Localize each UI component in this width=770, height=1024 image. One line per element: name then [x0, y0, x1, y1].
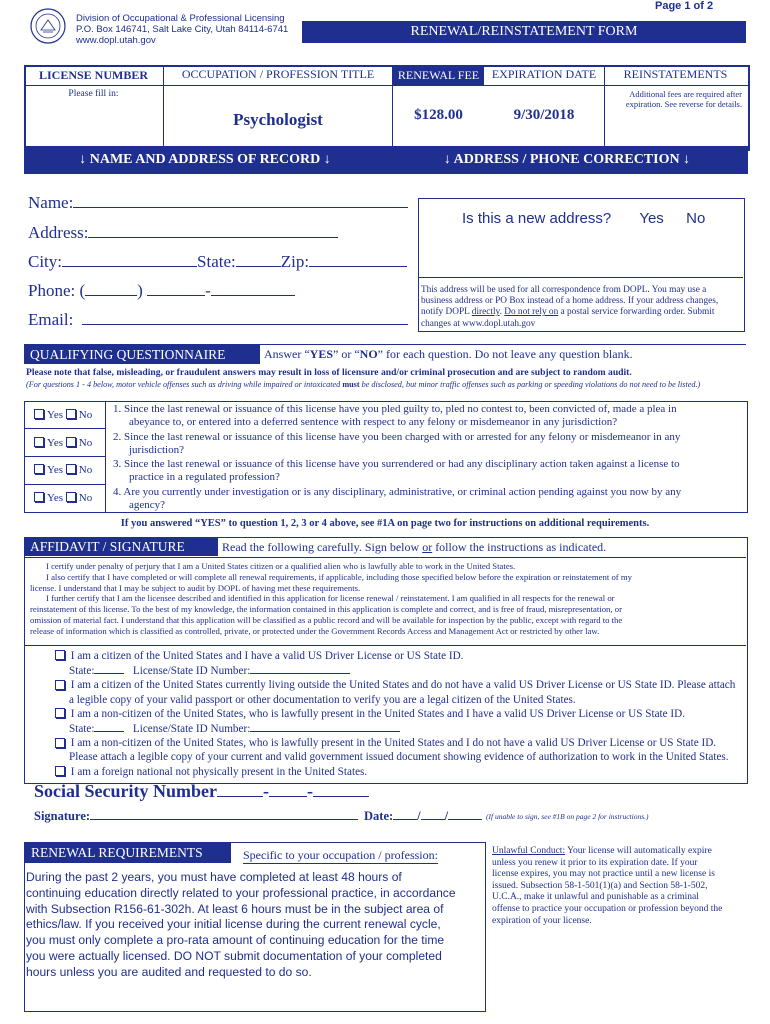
option-3-id-input[interactable] [250, 721, 400, 732]
unable-to-sign-note: (If unable to sign, see #1B on page 2 for instructions.) [486, 812, 649, 821]
email-input[interactable] [82, 310, 408, 325]
city-row [28, 252, 407, 272]
option-text: I am a foreign national not physically present in the United States. [70, 765, 368, 778]
ssn-part-3[interactable] [313, 782, 369, 797]
option-text: I am a non-citizen of the United States, who is lawfully present in the United States and I have a valid US Driver License or US State ID. [70, 707, 686, 720]
correction-note-text: This address will be used for all correspondence from DOPL. You may use a business address or PO Box instead of a home address. If your address changes, notify DOPL [421, 285, 719, 318]
questionnaire-instructions [264, 347, 633, 362]
no-label: No [78, 409, 93, 421]
option-1-id-input[interactable] [250, 663, 350, 674]
question-text: 4. Are you currently under investigation or is any disciplinary, administrative, or criminal action pending against you now by any [113, 486, 682, 498]
new-address-no[interactable]: No [686, 210, 706, 227]
question-text: 2. Since the last renewal or issuance of this license have you been charged with or arrested for any felony or misdemeanor in any [113, 431, 681, 443]
option-text: I am a citizen of the United States currently living outside the United States and do not have a valid US Driver License or US State ID. Please attach [70, 679, 736, 692]
questionnaire-title: QUALIFYING QUESTIONNAIRE [24, 345, 260, 364]
no-label: No [78, 464, 93, 476]
option-2 [55, 678, 745, 692]
option-text: Please attach a legible copy of your current and valid government issued document showing evidence of authorization to work in the United States. [69, 751, 729, 764]
affidavit-divider [24, 557, 746, 558]
affidavit-line: license. I understand that I may be subject to audit by DOPL of having met these requirements. [30, 582, 361, 593]
phone-area-input[interactable] [85, 281, 137, 296]
license-table-header-line [24, 85, 748, 86]
date-slash: / [444, 809, 449, 823]
renewal-specific-label: Specific to your occupation / profession: [243, 848, 438, 862]
page-number: Page 1 of 2 [655, 0, 714, 12]
question-1 [113, 403, 743, 429]
question-3 [113, 458, 743, 484]
occupation-header: OCCUPATION / PROFESSION TITLE [181, 67, 375, 81]
option-5-checkbox[interactable] [55, 766, 65, 776]
renewal-body [26, 870, 482, 981]
affidavit-line: I also certify that I have completed or will complete all renewal requirements, if applicable, including those specified below before the expiration or reinstatement of my [46, 571, 632, 582]
q1-no-checkbox[interactable] [66, 409, 76, 419]
address-input[interactable] [88, 223, 338, 238]
unlawful-line: Your license will automatically expire [565, 846, 712, 856]
affidavit-line: omission of material fact. I understand that this application will be classified as a public record and will be available for inspection by the public, except with regard to the [30, 614, 623, 625]
correction-note [421, 285, 739, 330]
yn-divider [24, 484, 106, 485]
note-text: (For questions 1 - 4 below, motor vehicle offenses such as driving while impaired or intoxicated [26, 380, 343, 389]
q1-yes-checkbox[interactable] [34, 409, 44, 419]
renewal-line: you were actually licensed. DO NOT submit documentation of your completed [26, 948, 442, 963]
affidavit-instr-or: or [422, 540, 433, 554]
renewal-title: RENEWAL REQUIREMENTS [25, 843, 231, 863]
agency-address: P.O. Box 146741, Salt Lake City, Utah 84114-6741 [76, 24, 289, 35]
affidavit-instr-text: Read the following carefully. Sign below [222, 540, 423, 554]
reinstatement-note: Additional fees are required after expiration. See reverse for details. [625, 89, 742, 109]
ssn-row: Social Security Number - - [34, 781, 369, 802]
unlawful-line: issued. Subsection 58-1-501(1)(a) and Section 58-1-502, [492, 880, 708, 891]
license-number-header: LICENSE NUMBER [38, 68, 149, 82]
date-year-input[interactable] [448, 808, 482, 820]
agency-division: Division of Occupational & Professional Licensing [76, 13, 285, 24]
option-text: a legible copy of your valid passport or other documentation to verify you are a legal citizen of the United States. [69, 693, 576, 706]
questionnaire-warning: Please note that false, misleading, or fraudulent answers may result in loss of licensure and/or criminal prosecution and are subject to random audit. [26, 367, 632, 378]
license-id-label: License/State ID Number: [132, 665, 251, 678]
affidavit-line: I certify under penalty of perjury that I am a United States citizen or a qualified alien who is lawfully able to work in the United States. [46, 561, 516, 571]
q4-yes-no [34, 492, 92, 504]
name-input[interactable] [73, 193, 408, 208]
renewal-line: hours unless you are audited and requested to do so. [26, 964, 312, 979]
renewal-line: ethics/law. If you received your initial license during the current renewal cycle, [26, 917, 441, 932]
new-address-yes[interactable]: Yes [639, 210, 664, 227]
address-label: Address: [28, 223, 89, 242]
phone-label: Phone: ( [28, 281, 86, 300]
option-3-checkbox[interactable] [55, 708, 65, 718]
correction-divider [418, 277, 743, 278]
ssn-label: Social Security Number [34, 781, 217, 801]
question-4 [113, 486, 743, 512]
instr-yes: YES [309, 347, 333, 361]
renewal-fee-value: $128.00 [414, 107, 463, 123]
date-slash: / [417, 809, 421, 823]
occupation-value: Psychologist [233, 110, 323, 129]
option-3 [55, 707, 745, 721]
yes-label: Yes [47, 409, 64, 421]
new-address-label: Is this a new address? [462, 210, 612, 227]
correction-note-not-rely: Do not rely on [504, 307, 559, 318]
question-text: practice in a regulated profession? [129, 471, 280, 483]
form-title: RENEWAL/REINSTATEMENT FORM [302, 21, 746, 43]
q2-yes-no [34, 437, 92, 449]
license-number-field[interactable] [34, 104, 154, 142]
phone-paren: ) [137, 281, 143, 300]
question-text: 3. Since the last renewal or issuance of this license have you surrendered or had any disciplinary action taken against a license to [113, 458, 680, 470]
date-row [364, 808, 482, 824]
no-label: No [78, 437, 93, 449]
new-address-question [462, 210, 705, 227]
date-day-input[interactable] [421, 808, 445, 820]
unlawful-label: Unlawful Conduct: [492, 846, 566, 856]
state-label: State: [69, 665, 95, 678]
renewal-line: with Subsection R156-61-302h. At least 6 hours must be in the subject area of [26, 901, 444, 916]
instr-text: ” for each question. Do not leave any question blank. [377, 347, 633, 361]
question-text: 1. Since the last renewal or issuance of this license have you pled guilty to, pled no contest to, been convicted of, made a plea in [113, 403, 677, 415]
city-input[interactable] [62, 252, 197, 267]
affidavit-title: AFFIDAVIT / SIGNATURE [24, 538, 218, 556]
email-label: Email: [28, 310, 74, 329]
phone-row [28, 281, 295, 301]
yn-divider [24, 428, 106, 429]
instr-no: NO [359, 347, 378, 361]
renewal-line: you must only complete a pro-rata amount of continuing education for the time [26, 933, 445, 948]
affidavit-line: release of information which is classified as controlled, private, or protected under the Government Records Access and Management Act or restricted by other law. [30, 625, 600, 636]
signature-row [34, 808, 358, 824]
state-label: State: [69, 723, 95, 736]
no-label: No [78, 492, 93, 504]
questionnaire-followup: If you answered “YES” to question 1, 2, 3 or 4 above, see #1A on page two for instructions on additional requirements. [120, 518, 650, 529]
name-row [28, 193, 408, 213]
instr-text: Answer “ [264, 347, 310, 361]
renewal-line: continuing education directly related to your professional practice, in accordance [26, 885, 456, 900]
unlawful-line: license expires, you may not practice until a new license is [492, 869, 715, 880]
state-seal-logo [30, 8, 66, 44]
name-label: Name: [28, 193, 74, 212]
date-label: Date: [364, 809, 394, 823]
yes-label: Yes [47, 492, 64, 504]
affidavit-text [30, 561, 742, 637]
q3-no-checkbox[interactable] [66, 464, 76, 474]
zip-label: Zip: [280, 252, 310, 271]
q2-yes-checkbox[interactable] [34, 437, 44, 447]
question-2 [113, 431, 743, 457]
citizenship-options [55, 649, 745, 779]
correction-note-directly: directly [471, 307, 500, 318]
question-table-divider [105, 401, 106, 513]
reinstatements-header: REINSTATEMENTS [623, 67, 728, 81]
date-month-input[interactable] [393, 808, 417, 820]
affidavit-options-divider [24, 645, 746, 646]
unlawful-line: unless you renew it prior to its expiration date. If your [492, 857, 698, 868]
record-header-right: ↓ ADDRESS / PHONE CORRECTION ↓ [386, 146, 748, 174]
renewal-line: During the past 2 years, you must have completed at least 48 hours of [26, 870, 402, 884]
correction-note-text: a postal service forwarding order. Submit changes at www.dopl.utah.gov [421, 307, 715, 329]
license-id-label: License/State ID Number: [132, 723, 251, 736]
q4-no-checkbox[interactable] [66, 492, 76, 502]
q1-yes-no [34, 409, 92, 421]
signature-input[interactable] [90, 808, 358, 820]
unlawful-conduct [492, 846, 744, 927]
record-header-left: ↓ NAME AND ADDRESS OF RECORD ↓ [24, 146, 386, 174]
city-label: City: [28, 252, 63, 271]
option-4-checkbox[interactable] [55, 738, 65, 748]
renewal-fee-header: RENEWAL FEE [393, 66, 484, 85]
questionnaire-note [26, 380, 746, 390]
yes-label: Yes [47, 437, 64, 449]
email-row [28, 310, 408, 330]
affidavit-instr-text: follow the instructions as indicated. [432, 540, 607, 554]
yes-label: Yes [47, 464, 64, 476]
option-1-state-input[interactable] [94, 663, 124, 674]
yn-divider [24, 456, 106, 457]
option-4 [55, 736, 745, 750]
option-1-checkbox[interactable] [55, 650, 65, 660]
question-text: abeyance to, or entered into a deferred sentence with respect to any felony or misdemeanor in any jurisdiction? [129, 416, 618, 428]
phone-prefix-input[interactable] [147, 281, 205, 296]
note-must: must [342, 380, 360, 389]
state-input[interactable] [236, 252, 281, 267]
unlawful-line: offense to practice your occupation or profession beyond the [492, 903, 723, 914]
expiration-date-header: EXPIRATION DATE [491, 67, 597, 81]
option-5 [55, 765, 745, 779]
unlawful-line: expiration of your license. [492, 915, 592, 926]
phone-line-input[interactable] [211, 281, 295, 296]
expiration-date-value: 9/30/2018 [513, 107, 575, 123]
instr-text: ” or “ [333, 347, 360, 361]
q4-yes-checkbox[interactable] [34, 492, 44, 502]
agency-website[interactable]: www.dopl.utah.gov [76, 35, 156, 46]
option-1 [55, 649, 745, 663]
ssn-part-2[interactable] [269, 782, 307, 797]
affidavit-line: reinstatement of this license. To the best of my knowledge, the information contained in this application is complete and correct, and is free of fraud, misrepresentation, or [30, 604, 622, 615]
question-text: agency? [129, 499, 166, 511]
agency-header [76, 13, 288, 46]
q3-yes-checkbox[interactable] [34, 464, 44, 474]
q3-yes-no [34, 464, 92, 476]
ssn-part-1[interactable] [217, 782, 263, 797]
option-text: I am a citizen of the United States and I have a valid US Driver License or US State ID. [70, 650, 464, 662]
q2-no-checkbox[interactable] [66, 437, 76, 447]
option-text: I am a non-citizen of the United States, who is lawfully present in the United States and I do not have a valid US Driver License or US State ID. [70, 737, 717, 750]
unlawful-line: U.C.A., make it unlawful and punishable as a criminal [492, 892, 699, 903]
option-2-checkbox[interactable] [55, 680, 65, 690]
signature-label: Signature: [34, 809, 91, 823]
affidavit-instructions [222, 540, 606, 555]
state-label: State: [197, 252, 236, 271]
zip-input[interactable] [309, 252, 407, 267]
please-fill-label: Please fill in: [68, 89, 119, 99]
option-3-fields [55, 721, 745, 736]
phone-dash: - [205, 281, 211, 300]
option-3-state-input[interactable] [94, 721, 124, 732]
note-text: be disclosed, but minor traffic offenses such as parking or speeding violations do not need to be listed.) [359, 380, 701, 389]
affidavit-line: I further certify that I am the licensee described and identified in this application for license renewal / reinstatement. I am qualified in all respects for the renewal or [46, 593, 615, 604]
question-text: jurisdiction? [129, 444, 184, 456]
correction-note-text: . [499, 307, 505, 318]
option-1-fields [55, 663, 745, 678]
address-row [28, 223, 338, 243]
